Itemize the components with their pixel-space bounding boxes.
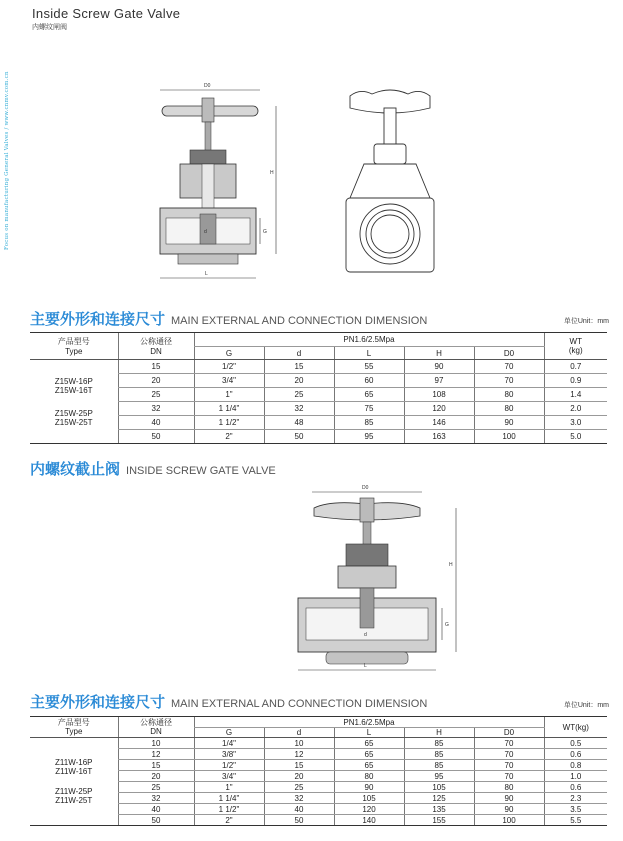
table1-cell-d0: 80 — [474, 388, 544, 402]
table2-cell-h: 105 — [404, 782, 474, 793]
table1-cell-g: 2" — [194, 430, 264, 444]
table1-col-g: G — [194, 347, 264, 360]
table2-cell-dn: 15 — [118, 760, 194, 771]
table1-header-pn: PN1.6/2.5Mpa — [194, 333, 544, 347]
section2-heading — [30, 458, 276, 479]
drawing1-h-label: H — [270, 170, 274, 176]
table2-cell-d: 40 — [264, 804, 334, 815]
table2-cell-d0: 100 — [474, 815, 544, 826]
table2-cell-wt: 0.6 — [544, 749, 607, 760]
table2-cell-dn: 32 — [118, 793, 194, 804]
drawing1-d-label: d — [204, 229, 207, 235]
table2-cell-d0: 70 — [474, 771, 544, 782]
table2-cell-l: 80 — [334, 771, 404, 782]
table1-cell-d: 32 — [264, 402, 334, 416]
table1-cell-h: 97 — [404, 374, 474, 388]
table2-cell-wt: 3.5 — [544, 804, 607, 815]
table1-header-wt: WT (kg) — [544, 333, 607, 360]
table1-type-label: Z15W-16P — [54, 376, 93, 386]
table1-col-l: L — [334, 347, 404, 360]
table2-cell-h: 125 — [404, 793, 474, 804]
table1-header-type: 产品型号 Type — [30, 333, 118, 360]
table1-cell-g: 1" — [194, 388, 264, 402]
table1-cell-dn: 20 — [118, 374, 194, 388]
table1-cell-g: 1 1/2" — [194, 416, 264, 430]
table2-cell-wt: 5.5 — [544, 815, 607, 826]
table1-cell-dn: 50 — [118, 430, 194, 444]
table1-cell-d: 50 — [264, 430, 334, 444]
table2-cell-d: 10 — [264, 738, 334, 749]
page-subtitle: 内螺纹闸阀 — [32, 24, 67, 31]
table2-header-wt: WT(kg) — [544, 717, 607, 738]
section1-cn: 主要外形和连接尺寸 — [30, 311, 166, 328]
table2-cell-wt: 1.0 — [544, 771, 607, 782]
section1-heading — [30, 308, 427, 329]
table2-cell-h: 95 — [404, 771, 474, 782]
table2-header-type: 产品型号 Type — [30, 717, 118, 738]
table2-cell-h: 85 — [404, 749, 474, 760]
table1-col-h: H — [404, 347, 474, 360]
table2-cell-d0: 70 — [474, 760, 544, 771]
table1-cell-d0: 70 — [474, 374, 544, 388]
table1-cell-wt: 1.4 — [544, 388, 607, 402]
table2-cell-d0: 90 — [474, 793, 544, 804]
table1-cell-l: 85 — [334, 416, 404, 430]
table1-cell-g: 3/4" — [194, 374, 264, 388]
table2-cell-l: 120 — [334, 804, 404, 815]
table2-cell-g: 1/4" — [194, 738, 264, 749]
table2-col-l: L — [334, 728, 404, 738]
table1-cell-d: 15 — [264, 360, 334, 374]
table2-col-d: d — [264, 728, 334, 738]
table2-cell-wt: 0.8 — [544, 760, 607, 771]
table2-cell-h: 85 — [404, 738, 474, 749]
drawing2-g-label: G — [445, 622, 449, 628]
table2-cell-l: 140 — [334, 815, 404, 826]
table2-cell-d: 12 — [264, 749, 334, 760]
table1-cell-dn: 40 — [118, 416, 194, 430]
section1-en: MAIN EXTERNAL AND CONNECTION DIMENSION — [171, 315, 428, 327]
table2-cell-d: 15 — [264, 760, 334, 771]
table1-cell-dn: 15 — [118, 360, 194, 374]
table1-cell-l: 55 — [334, 360, 404, 374]
table2-cell-l: 90 — [334, 782, 404, 793]
table2-cell-d0: 70 — [474, 749, 544, 760]
table1-cell-d: 25 — [264, 388, 334, 402]
table2 — [30, 716, 607, 826]
table1-cell-dn: 32 — [118, 402, 194, 416]
table2-cell-d: 50 — [264, 815, 334, 826]
table1-cell-wt: 0.9 — [544, 374, 607, 388]
table1-cell-wt: 3.0 — [544, 416, 607, 430]
table2-type-label: Z11W-16P — [55, 758, 93, 767]
table1-cell-wt: 2.0 — [544, 402, 607, 416]
table2-header-pn: PN1.6/2.5Mpa — [194, 717, 544, 728]
table1-cell-h: 90 — [404, 360, 474, 374]
drawing1-d0-label: D0 — [204, 83, 211, 89]
table2-cell-g: 1" — [194, 782, 264, 793]
table1-type-label: Z15W-25P — [54, 408, 93, 418]
table2-cell-l: 105 — [334, 793, 404, 804]
inside-screw-valve-drawing — [290, 480, 470, 675]
table2-col-h: H — [404, 728, 474, 738]
table2-cell-g: 1/2" — [194, 760, 264, 771]
table2-cell-g: 3/8" — [194, 749, 264, 760]
table2-cell-dn: 40 — [118, 804, 194, 815]
section3-cn: 主要外形和连接尺寸 — [30, 694, 166, 711]
table2-cell-g: 2" — [194, 815, 264, 826]
table1-cell-d: 20 — [264, 374, 334, 388]
table1-header-dn: 公称通径 DN — [118, 333, 194, 360]
table1-cell-g: 1 1/4" — [194, 402, 264, 416]
table2-cell-dn: 10 — [118, 738, 194, 749]
table1-col-d0: D0 — [474, 347, 544, 360]
side-vertical-text: Focus on manufacturing General Valves / www.cnmv.com.cn — [4, 71, 10, 250]
table1-cell-d0: 70 — [474, 360, 544, 374]
table1-cell-d: 48 — [264, 416, 334, 430]
table1-type-label: Z15W-25T — [54, 417, 93, 427]
table1-cell-wt: 0.7 — [544, 360, 607, 374]
table2-cell-d0: 80 — [474, 782, 544, 793]
table2-cell-d: 20 — [264, 771, 334, 782]
table2-cell-wt: 2.3 — [544, 793, 607, 804]
drawing2-h-label: H — [449, 562, 453, 568]
drawing2-d-label: d — [364, 632, 367, 638]
table2-cell-h: 85 — [404, 760, 474, 771]
section3-en: MAIN EXTERNAL AND CONNECTION DIMENSION — [171, 698, 428, 710]
table2-cell-h: 155 — [404, 815, 474, 826]
drawing1-g-label: G — [263, 229, 267, 235]
table2-cell-d0: 90 — [474, 804, 544, 815]
table1-cell-d0: 80 — [474, 402, 544, 416]
table2-cell-dn: 20 — [118, 771, 194, 782]
table2-cell-l: 65 — [334, 760, 404, 771]
table2-cell-g: 1 1/2" — [194, 804, 264, 815]
table2-cell-dn: 25 — [118, 782, 194, 793]
table-row — [30, 360, 607, 374]
table1-type-cell — [30, 360, 118, 444]
table2-cell-l: 65 — [334, 749, 404, 760]
page-title: Inside Screw Gate Valve — [32, 6, 181, 21]
drawing2-d0-label: D0 — [362, 485, 369, 491]
table2-cell-dn: 50 — [118, 815, 194, 826]
table1-col-d: d — [264, 347, 334, 360]
table2-type-label: Z11W-25P — [55, 787, 93, 796]
table1-cell-l: 65 — [334, 388, 404, 402]
table1-cell-h: 108 — [404, 388, 474, 402]
section2-en: INSIDE SCREW GATE VALVE — [126, 465, 276, 477]
table2-type-label: Z11W-25T — [55, 796, 93, 805]
table1-cell-wt: 5.0 — [544, 430, 607, 444]
table2-cell-d0: 70 — [474, 738, 544, 749]
table-row — [30, 738, 607, 749]
table2-col-d0: D0 — [474, 728, 544, 738]
section2-cn: 内螺纹截止阀 — [30, 461, 121, 478]
table2-header-dn: 公称通径 DN — [118, 717, 194, 738]
table1-cell-h: 146 — [404, 416, 474, 430]
table2-cell-dn: 12 — [118, 749, 194, 760]
table2-cell-d: 32 — [264, 793, 334, 804]
section3-unit: 单位Unit：mm — [563, 702, 609, 709]
table1-cell-g: 1/2" — [194, 360, 264, 374]
table2-type-cell — [30, 738, 118, 826]
drawing2-l-label: L — [364, 663, 367, 669]
table1 — [30, 332, 607, 444]
table2-cell-h: 135 — [404, 804, 474, 815]
table2-type-label: Z11W-16T — [55, 767, 93, 776]
table1-cell-dn: 25 — [118, 388, 194, 402]
gate-valve-drawing — [150, 78, 480, 293]
table2-cell-g: 1 1/4" — [194, 793, 264, 804]
table2-cell-g: 3/4" — [194, 771, 264, 782]
table1-cell-l: 60 — [334, 374, 404, 388]
drawing1-l-label: L — [205, 271, 208, 277]
table1-cell-d0: 100 — [474, 430, 544, 444]
table2-cell-wt: 0.6 — [544, 782, 607, 793]
table1-cell-l: 75 — [334, 402, 404, 416]
table1-cell-l: 95 — [334, 430, 404, 444]
section1-unit: 单位Unit：mm — [563, 318, 609, 325]
section3-heading — [30, 691, 427, 712]
table2-cell-d: 25 — [264, 782, 334, 793]
table1-cell-d0: 90 — [474, 416, 544, 430]
table2-cell-wt: 0.5 — [544, 738, 607, 749]
table1-cell-h: 120 — [404, 402, 474, 416]
table1-type-label: Z15W-16T — [54, 385, 93, 395]
table1-cell-h: 163 — [404, 430, 474, 444]
table2-col-g: G — [194, 728, 264, 738]
table2-cell-l: 65 — [334, 738, 404, 749]
